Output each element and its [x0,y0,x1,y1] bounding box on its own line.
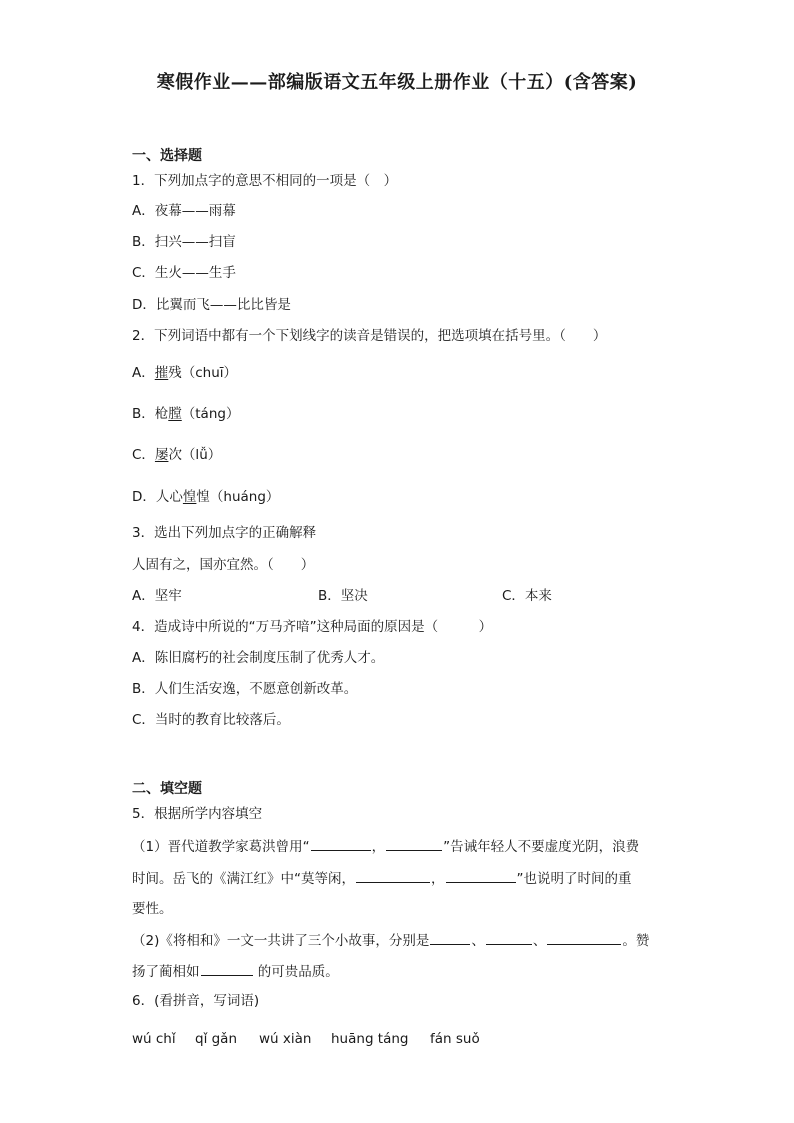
underlined-char: 摧 [154,365,169,381]
answer-blank[interactable] [547,930,621,945]
text-segment: 。赞 [622,933,650,949]
question-4-option-b: B．人们生活安逸，不愿意创新改革。 [132,681,358,697]
question-3-option-a: A．坚牢 [132,588,182,604]
answer-blank[interactable] [311,836,371,851]
answer-blank[interactable] [386,836,442,851]
question-1-option-a: A．夜幕——雨幕 [132,203,236,219]
question-1-option-b: B．扫兴——扫盲 [132,234,236,250]
answer-blank[interactable] [356,868,430,883]
section-heading-fill: 二、填空题 [132,781,202,797]
question-5-line-1 [132,836,639,857]
option-rest: 惶（huáng） [196,489,280,505]
question-3-option-b: B．坚决 [318,588,368,604]
text-segment: ”告诫年轻人不要虚度光阴，浪费 [443,839,640,855]
question-3-sentence: 人固有之，国亦宜然。（ ） [132,557,315,573]
text-segment: 扬了蔺相如 [132,964,200,980]
option-prefix: A． [132,365,155,381]
separator: 、 [532,933,547,949]
answer-blank[interactable] [201,961,253,976]
text-segment: （1）晋代道教学家葛洪曾用“ [132,839,310,855]
section-heading-choice: 一、选择题 [132,148,202,164]
pinyin-word: qǐ gǎn [195,1031,238,1047]
question-2-option-c [132,445,221,465]
pinyin-word: fán suǒ [430,1031,480,1047]
option-rest: 次（lǚ） [168,447,222,463]
pinyin-word: wú chǐ [132,1031,176,1047]
answer-blank[interactable] [486,930,532,945]
question-5-stem: 5．根据所学内容填空 [132,806,263,822]
underlined-char: 膛 [168,406,182,422]
question-4-option-c: C．当时的教育比较落后。 [132,712,290,728]
text-segment: 的可贵品质。 [253,964,339,980]
separator: 、 [471,933,485,949]
answer-blank[interactable] [430,930,470,945]
option-rest: 残（chuī） [168,365,238,381]
question-4-option-a: A．陈旧腐朽的社会制度压制了优秀人才。 [132,650,385,666]
text-segment: 时间。岳飞的《满江红》中“莫等闲， [132,871,355,887]
text-segment: ”也说明了时间的重 [516,871,632,887]
question-3-options [132,586,652,606]
question-5-line-2 [132,868,632,889]
option-rest: （táng） [181,406,240,422]
question-3-option-c: C．本来 [502,588,552,604]
text-segment: （2)《将相和》一文一共讲了三个小故事，分别是 [132,933,430,949]
question-2-option-d [132,487,279,507]
option-prefix: C． [132,447,155,463]
question-1-stem: 1．下列加点字的意思不相同的一项是（ ） [132,173,398,189]
question-1-option-c: C．生火——生手 [132,265,236,281]
question-5-line-5 [132,961,339,982]
question-2-stem: 2．下列词语中都有一个下划线字的读音是错误的，把选项填在括号里。（ ） [132,328,607,344]
question-2-option-a [132,363,237,383]
answer-blank[interactable] [446,868,516,883]
option-prefix: B．枪 [132,406,169,422]
question-4-stem: 4．造成诗中所说的“万马齐喑”这种局面的原因是（ ） [132,619,493,635]
text-segment: ， [371,839,386,855]
option-prefix: D．人心 [132,489,183,505]
question-3-stem: 3．选出下列加点字的正确解释 [132,525,317,541]
question-5-line-4 [132,930,649,951]
question-6-stem: 6．(看拼音，写词语) [132,993,260,1009]
underlined-char: 惶 [182,489,197,505]
underlined-char: 屡 [154,447,169,463]
page-title: 寒假作业——部编版语文五年级上册作业（十五）(含答案) [156,72,638,93]
pinyin-word: huāng táng [331,1031,409,1047]
question-5-line-3: 要性。 [132,901,173,917]
question-1-option-d: D．比翼而飞——比比皆是 [132,297,291,313]
question-2-option-b [132,404,239,424]
pinyin-word: wú xiàn [259,1031,312,1047]
text-segment: ， [431,871,445,887]
